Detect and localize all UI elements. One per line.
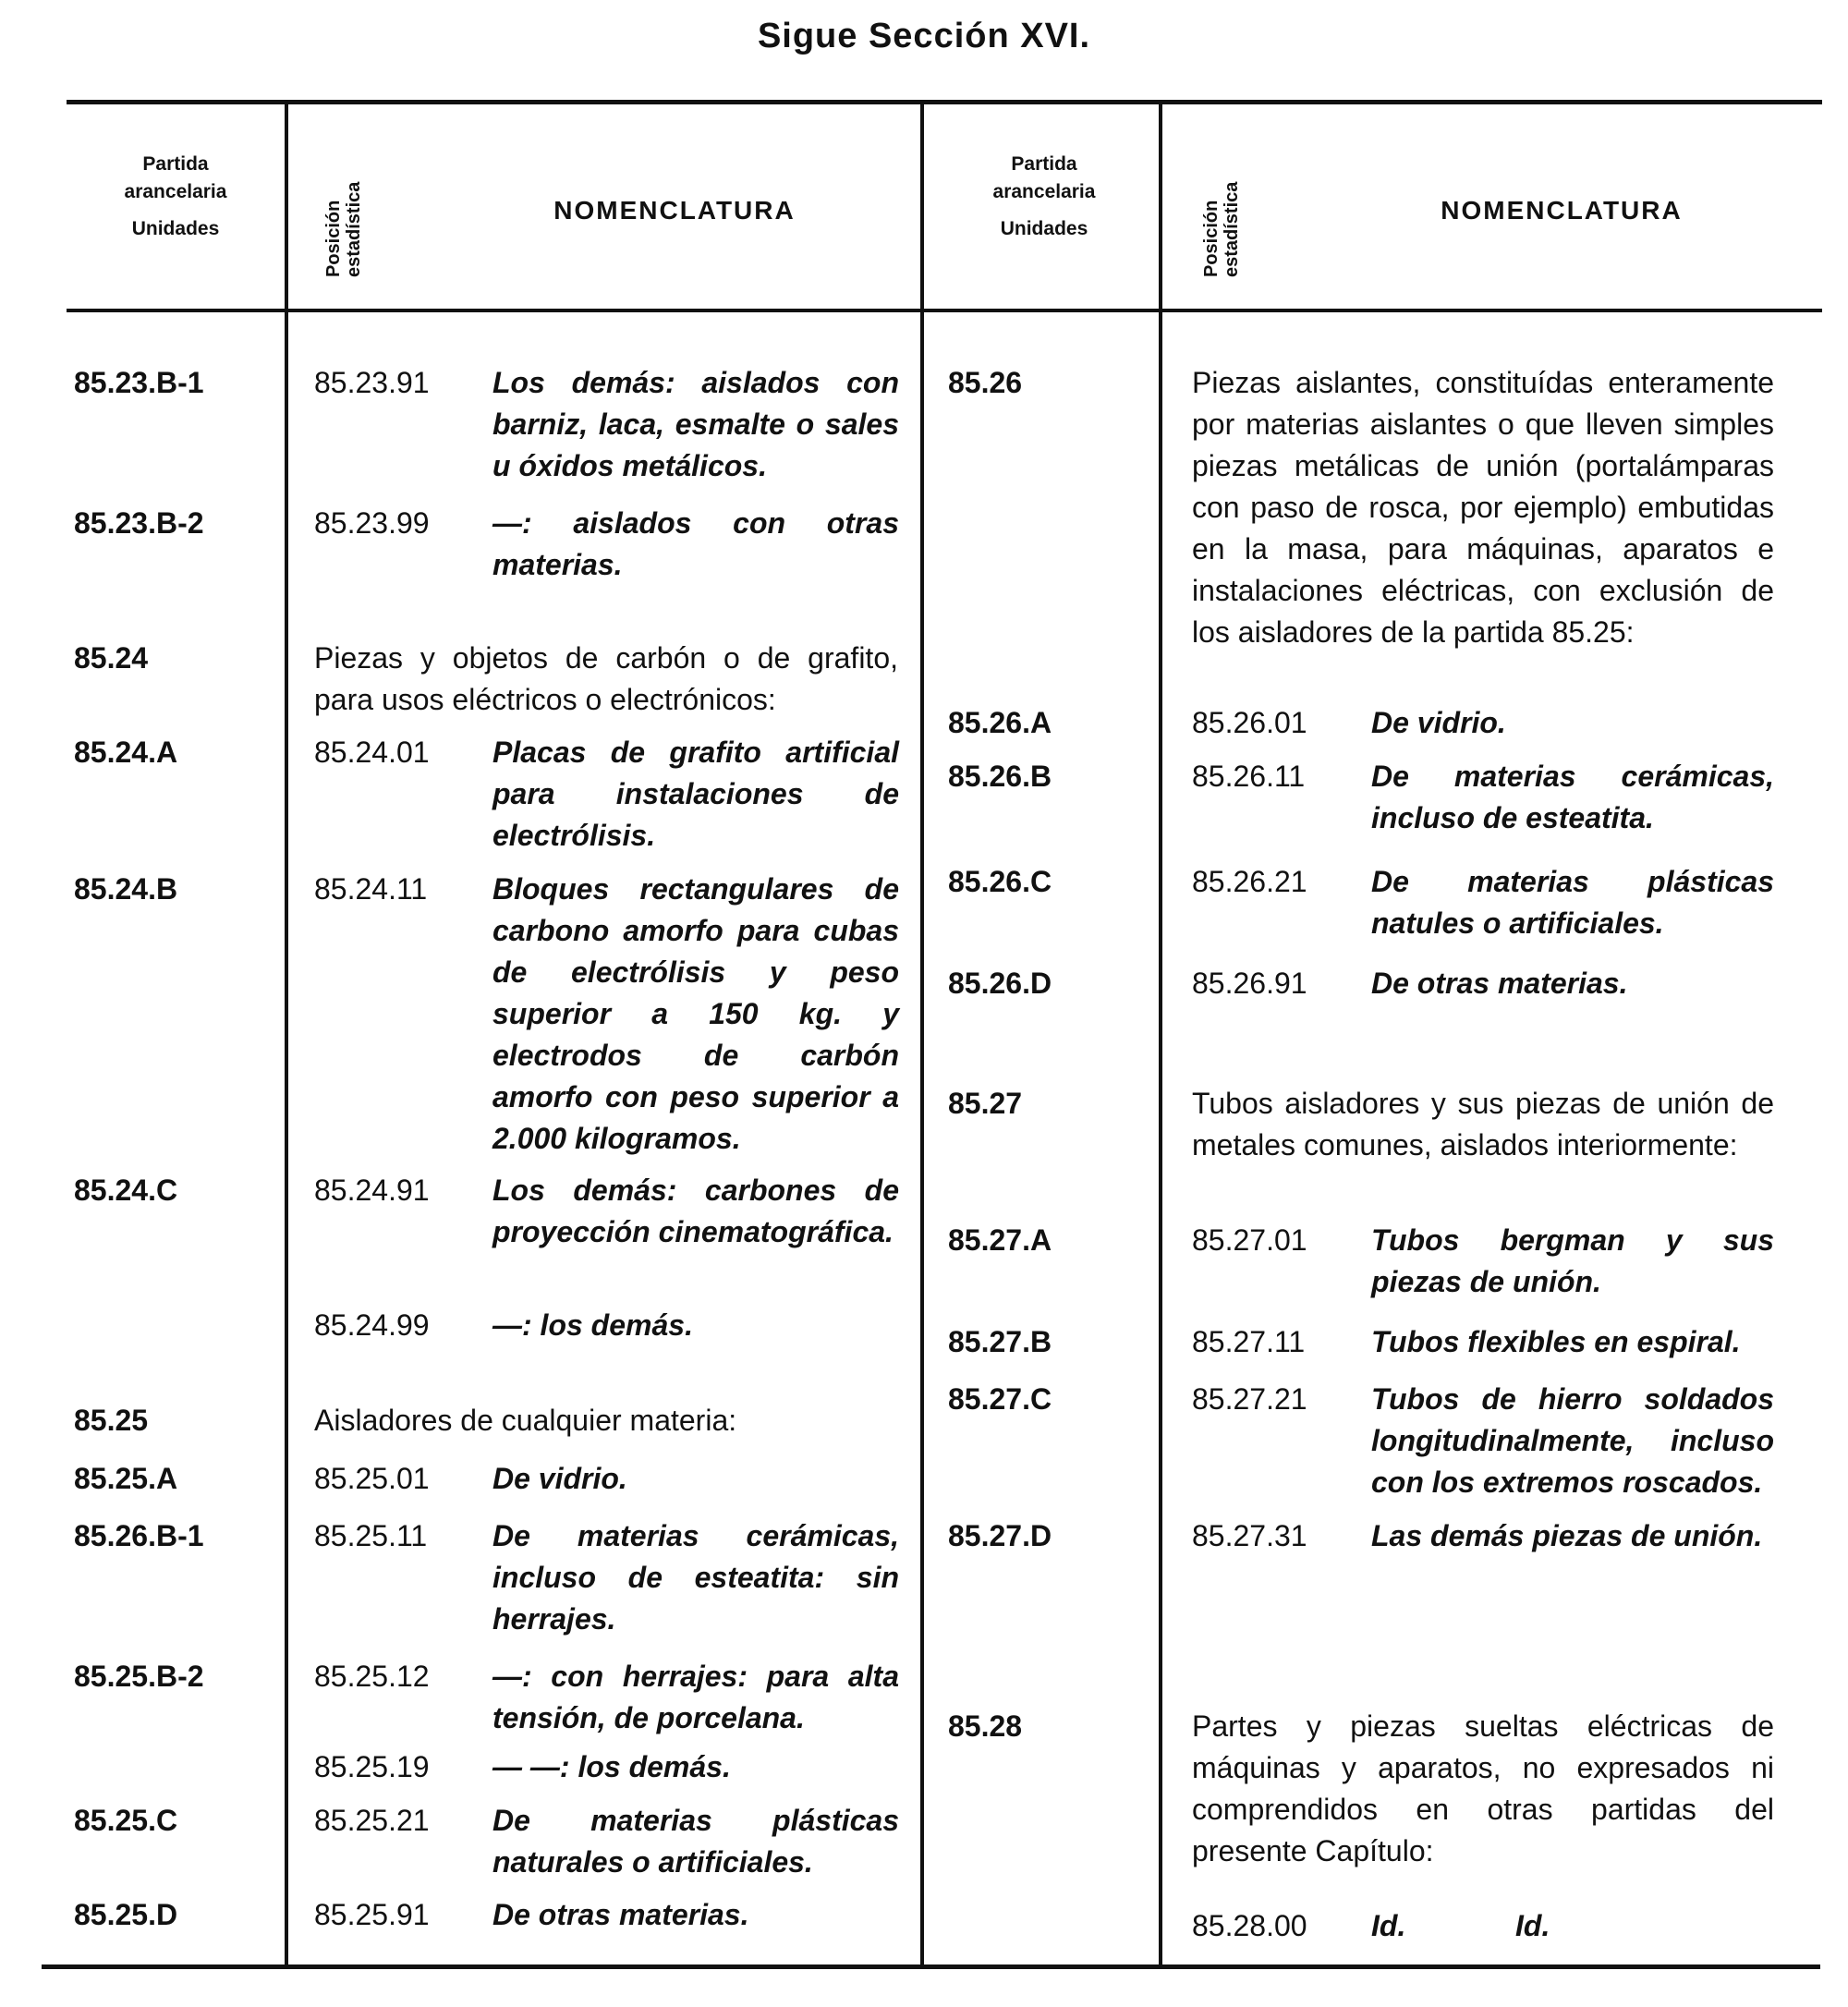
item-description: —: con herrajes: para alta tensión, de porcelana. <box>492 1660 899 1734</box>
posicion-code: 85.25.21 <box>314 1804 430 1837</box>
partida-code: 85.24.A <box>74 736 178 769</box>
item-description: De vidrio. <box>1371 706 1506 739</box>
table-bottom-rule <box>42 1964 1820 1969</box>
heading-description: Partes y piezas sueltas eléctricas de máquinas y aparatos, no expresados ni comprendidos en otras partidas del presente Capítulo: <box>1192 1709 1774 1867</box>
partida-code: 85.24.B <box>74 872 178 906</box>
partida-code: 85.27.A <box>948 1223 1052 1257</box>
item-description: —: los demás. <box>492 1308 693 1342</box>
partida-code: 85.25.C <box>74 1804 178 1837</box>
posicion-code: 85.25.11 <box>314 1519 428 1552</box>
posicion-code: 85.26.01 <box>1192 706 1307 739</box>
partida-code: 85.28 <box>948 1709 1023 1743</box>
posicion-code: 85.27.21 <box>1192 1382 1307 1416</box>
posicion-code: 85.23.99 <box>314 506 430 540</box>
header-partida-left: Partida arancelaria Unidades <box>124 153 227 239</box>
posicion-code: 85.24.01 <box>314 736 430 769</box>
item-description: De materias plásticas naturales o artificiales. <box>492 1804 899 1879</box>
header-nomenclatura-left: NOMENCLATURA <box>553 196 796 225</box>
item-description: Los demás: aislados con barniz, laca, esmalte o sales u óxidos metálicos. <box>492 366 899 482</box>
column-divider-center <box>920 102 924 1966</box>
posicion-code: 85.27.11 <box>1192 1325 1306 1358</box>
item-description: Las demás piezas de unión. <box>1371 1519 1763 1552</box>
item-description: De materias cerámicas, incluso de esteatita. <box>1371 760 1774 834</box>
item-description: De vidrio. <box>492 1462 627 1495</box>
partida-code: 85.25.B-2 <box>74 1660 204 1693</box>
posicion-code: 85.27.01 <box>1192 1223 1307 1257</box>
header-partida-right: Partida arancelaria Unidades <box>992 153 1096 239</box>
posicion-code: 85.24.91 <box>314 1174 430 1207</box>
heading-description: Tubos aisladores y sus piezas de unión de metales comunes, aislados interiormente: <box>1192 1087 1774 1162</box>
posicion-code: 85.26.11 <box>1192 760 1306 793</box>
posicion-code: 85.27.31 <box>1192 1519 1307 1552</box>
posicion-code: 85.25.91 <box>314 1898 430 1931</box>
item-description: Los demás: carbones de proyección cinematográfica. <box>492 1174 899 1248</box>
heading-description: Aisladores de cualquier materia: <box>314 1404 737 1437</box>
item-description: De materias plásticas natules o artificiales. <box>1371 865 1774 940</box>
item-description-repeat: Id. <box>1515 1909 1550 1942</box>
partida-code: 85.27 <box>948 1087 1023 1120</box>
posicion-code: 85.26.91 <box>1192 967 1307 1000</box>
item-description: Bloques rectangulares de carbono amorfo para cubas de electrólisis y peso superior a 150 kg. y electrodos de carbón amorfo con peso superior a 2.000 kilogramos. <box>492 872 899 1155</box>
posicion-code: 85.24.99 <box>314 1308 430 1342</box>
item-description: Tubos flexibles en espiral. <box>1371 1325 1741 1358</box>
partida-code: 85.25.A <box>74 1462 178 1495</box>
page-title: Sigue Sección XVI. <box>757 17 1091 55</box>
partida-code: 85.27.B <box>948 1325 1052 1358</box>
partida-code: 85.26.A <box>948 706 1052 739</box>
partida-code: 85.26.D <box>948 967 1052 1000</box>
item-description: De otras materias. <box>1371 967 1628 1000</box>
header-nomenclatura-right: NOMENCLATURA <box>1441 196 1683 225</box>
partida-code: 85.25.D <box>74 1898 178 1931</box>
partida-code: 85.27.C <box>948 1382 1052 1416</box>
partida-code: 85.26.C <box>948 865 1052 898</box>
partida-code: 85.24.C <box>74 1174 178 1207</box>
posicion-code: 85.23.91 <box>314 366 430 399</box>
partida-code: 85.24 <box>74 641 149 675</box>
partida-code: 85.26.B <box>948 760 1052 793</box>
item-description: De otras materias. <box>492 1898 749 1931</box>
posicion-code: 85.25.12 <box>314 1660 430 1693</box>
header-posicion-left: Posición estadística <box>323 181 364 277</box>
item-description: Tubos bergman y sus piezas de unión. <box>1371 1223 1774 1298</box>
partida-code: 85.26 <box>948 366 1023 399</box>
posicion-code: 85.25.01 <box>314 1462 430 1495</box>
item-description: — —: los demás. <box>492 1750 731 1783</box>
item-description: Id. <box>1371 1909 1406 1942</box>
partida-code: 85.25 <box>74 1404 149 1437</box>
heading-description: Piezas aislantes, constituídas enteramente por materias aislantes o que lleven simples piezas metálicas de unión (portalámparas con paso de rosca, por ejemplo) embutidas en la masa, para máquinas, aparatos e instalaciones eléctricas, con exclusión de los aisladores de la partida 85.25: <box>1192 366 1774 649</box>
partida-code: 85.26.B-1 <box>74 1519 204 1552</box>
posicion-code: 85.25.19 <box>314 1750 430 1783</box>
item-description: De materias cerámicas, incluso de esteatita: sin herrajes. <box>492 1519 899 1636</box>
posicion-code: 85.26.21 <box>1192 865 1307 898</box>
item-description: Tubos de hierro soldados longitudinalmente, incluso con los extremos roscados. <box>1371 1382 1774 1499</box>
partida-code: 85.27.D <box>948 1519 1052 1552</box>
item-description: Placas de grafito artificial para instalaciones de electrólisis. <box>492 736 899 852</box>
heading-description: Piezas y objetos de carbón o de grafito, para usos eléctricos o electrónicos: <box>314 641 898 716</box>
column-divider-left-1 <box>285 102 288 1966</box>
posicion-code: 85.28.00 <box>1192 1909 1307 1942</box>
header-posicion-right: Posición estadística <box>1201 181 1242 277</box>
table-top-rule <box>67 100 1822 104</box>
partida-code: 85.23.B-1 <box>74 366 204 399</box>
item-description: —: aislados con otras materias. <box>492 506 899 581</box>
posicion-code: 85.24.11 <box>314 872 428 906</box>
column-divider-right-1 <box>1159 102 1162 1966</box>
header-bottom-rule <box>67 309 1822 312</box>
partida-code: 85.23.B-2 <box>74 506 204 540</box>
